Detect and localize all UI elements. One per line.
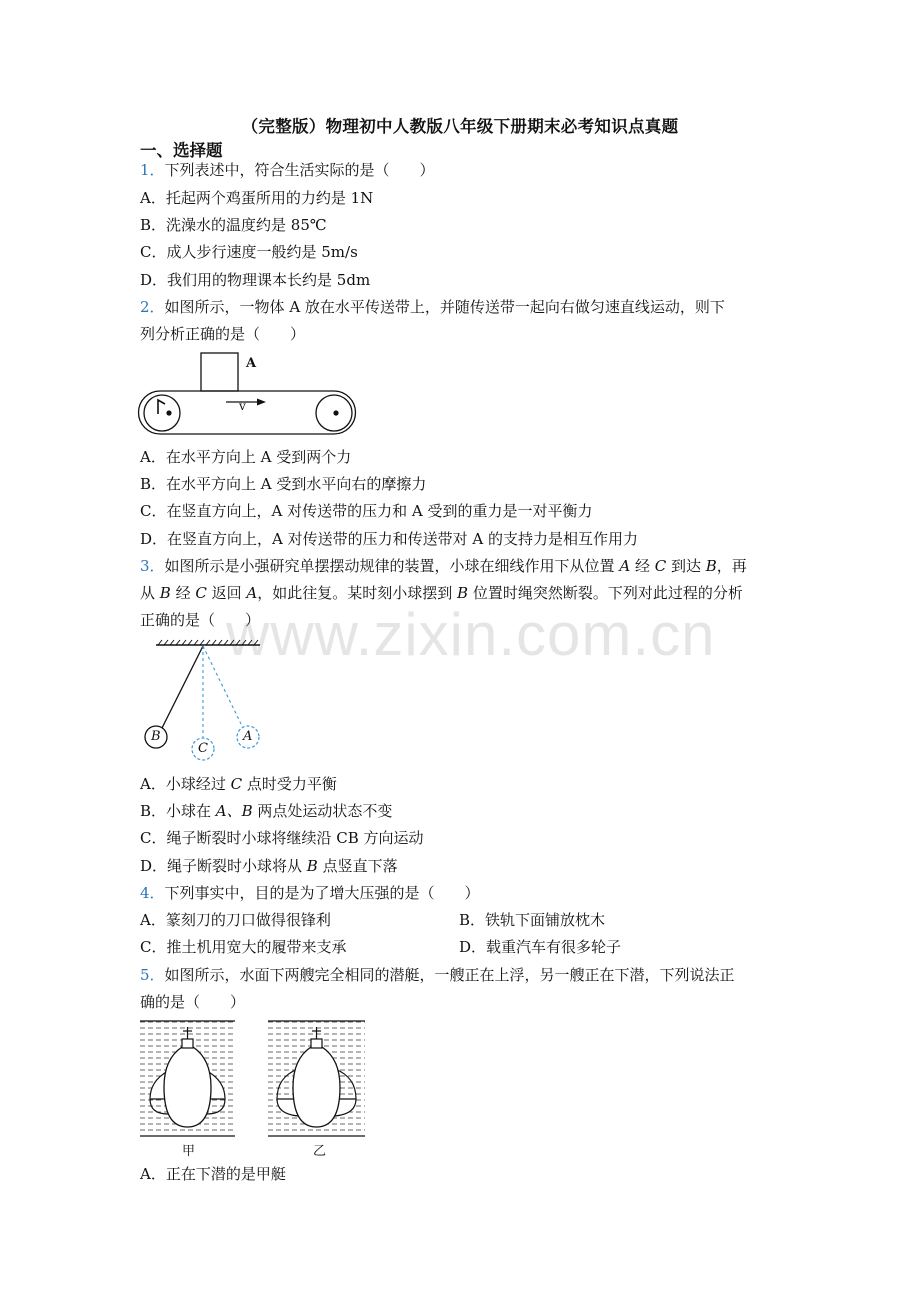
submarine-figures <box>140 1019 370 1139</box>
question-2-stem <box>140 297 725 317</box>
question-text: 下列事实中，目的是为了增大压强的是（ ） <box>164 884 480 902</box>
question-3-stem-cont: 正确的是（ ） <box>140 611 261 629</box>
question-number: 4． <box>140 884 165 902</box>
text-run: 经 <box>170 584 196 602</box>
text-run: A <box>619 557 631 575</box>
question-3-stem-cont <box>140 583 743 603</box>
text-run: 从 <box>140 584 160 602</box>
text-run: D．绳子断裂时小球将从 <box>140 857 307 875</box>
pendulum-label-c: C <box>198 741 208 756</box>
option-a: A．在水平方向上 A 受到两个力 <box>140 448 352 466</box>
figure-label-v: v <box>239 399 246 413</box>
option-b: B．铁轨下面铺放枕木 <box>459 911 606 929</box>
question-5-stem-cont: 确的是（ ） <box>140 993 246 1011</box>
option-b: B．在水平方向上 A 受到水平向右的摩擦力 <box>140 475 427 493</box>
text-run: 两点处运动状态不变 <box>252 802 393 820</box>
option-a: A．托起两个鸡蛋所用的力约是 1N <box>140 189 374 207</box>
text-run: B <box>306 857 318 875</box>
question-5-stem <box>140 965 735 985</box>
question-number: 1． <box>140 161 165 179</box>
option-c: C．成人步行速度一般约是 5m/s <box>140 243 358 261</box>
text-run: 点时受力平衡 <box>242 775 337 793</box>
text-run: C <box>230 775 243 793</box>
question-3-stem <box>140 556 747 576</box>
text-run: ，如此往复。某时刻小球摆到 <box>257 584 458 602</box>
text-run: A、B <box>215 802 253 820</box>
pendulum-label-a: A <box>243 729 253 744</box>
question-number: 2． <box>140 298 165 316</box>
watermark: www.zixin.com.cn <box>226 601 716 668</box>
option-b <box>140 801 392 821</box>
text-run: ，再 <box>716 557 747 575</box>
figure-label-yi: 乙 <box>313 1144 327 1159</box>
option-c: C．推土机用宽大的履带来支承 <box>140 938 347 956</box>
text-run: 到达 <box>666 557 706 575</box>
text-run: 位置时绳突然断裂。下列对此过程的分析 <box>468 584 743 602</box>
text-run: A <box>246 584 258 602</box>
text-run: B <box>457 584 469 602</box>
option-b: B．洗澡水的温度约是 85℃ <box>140 216 327 234</box>
option-c: C．在竖直方向上，A 对传送带的压力和 A 受到的重力是一对平衡力 <box>140 502 593 520</box>
option-d: D．在竖直方向上，A 对传送带的压力和传送带对 A 的支持力是相互作用力 <box>140 530 638 548</box>
question-text: 如图所示，水面下两艘完全相同的潜艇，一艘正在上浮，另一艘正在下潜，下列说法正 <box>164 966 735 984</box>
figure-label-a: A <box>246 356 257 371</box>
question-2-stem-cont: 列分析正确的是（ ） <box>140 325 306 343</box>
question-1-stem <box>140 160 435 180</box>
question-text: 下列表述中，符合生活实际的是（ ） <box>164 161 435 179</box>
text-run: B <box>159 584 171 602</box>
option-d <box>140 856 398 876</box>
text-run: C <box>654 557 667 575</box>
option-a: A．篆刻刀的刀口做得很锋利 <box>140 911 331 929</box>
question-number: 3． <box>140 557 165 575</box>
text-run: A．小球经过 <box>140 775 231 793</box>
option-d: D．载重汽车有很多轮子 <box>459 938 622 956</box>
figure-label-jia: 甲 <box>182 1144 196 1159</box>
option-a: A．正在下潜的是甲艇 <box>140 1165 286 1183</box>
pendulum-label-b: B <box>151 729 161 744</box>
question-4-stem <box>140 883 480 903</box>
option-c: C．绳子断裂时小球将继续沿 CB 方向运动 <box>140 829 424 847</box>
text-run: 点竖直下落 <box>317 857 398 875</box>
question-number: 5． <box>140 966 165 984</box>
text-run: B <box>705 557 717 575</box>
option-a <box>140 774 337 794</box>
text-run: 如图所示是小强研究单摆摆动规律的装置，小球在细线作用下从位置 <box>164 557 620 575</box>
section-heading: 一、选择题 <box>140 141 223 160</box>
text-run: 返回 <box>206 584 247 602</box>
text-run: C <box>195 584 207 602</box>
page-title: （完整版）物理初中人教版八年级下册期末必考知识点真题 <box>241 117 679 136</box>
text-run: 经 <box>630 557 655 575</box>
text-run: B．小球在 <box>140 802 216 820</box>
option-d: D．我们用的物理课本长约是 5dm <box>140 271 371 289</box>
question-text: 如图所示，一物体 A 放在水平传送带上，并随传送带一起向右做匀速直线运动，则下 <box>164 298 725 316</box>
